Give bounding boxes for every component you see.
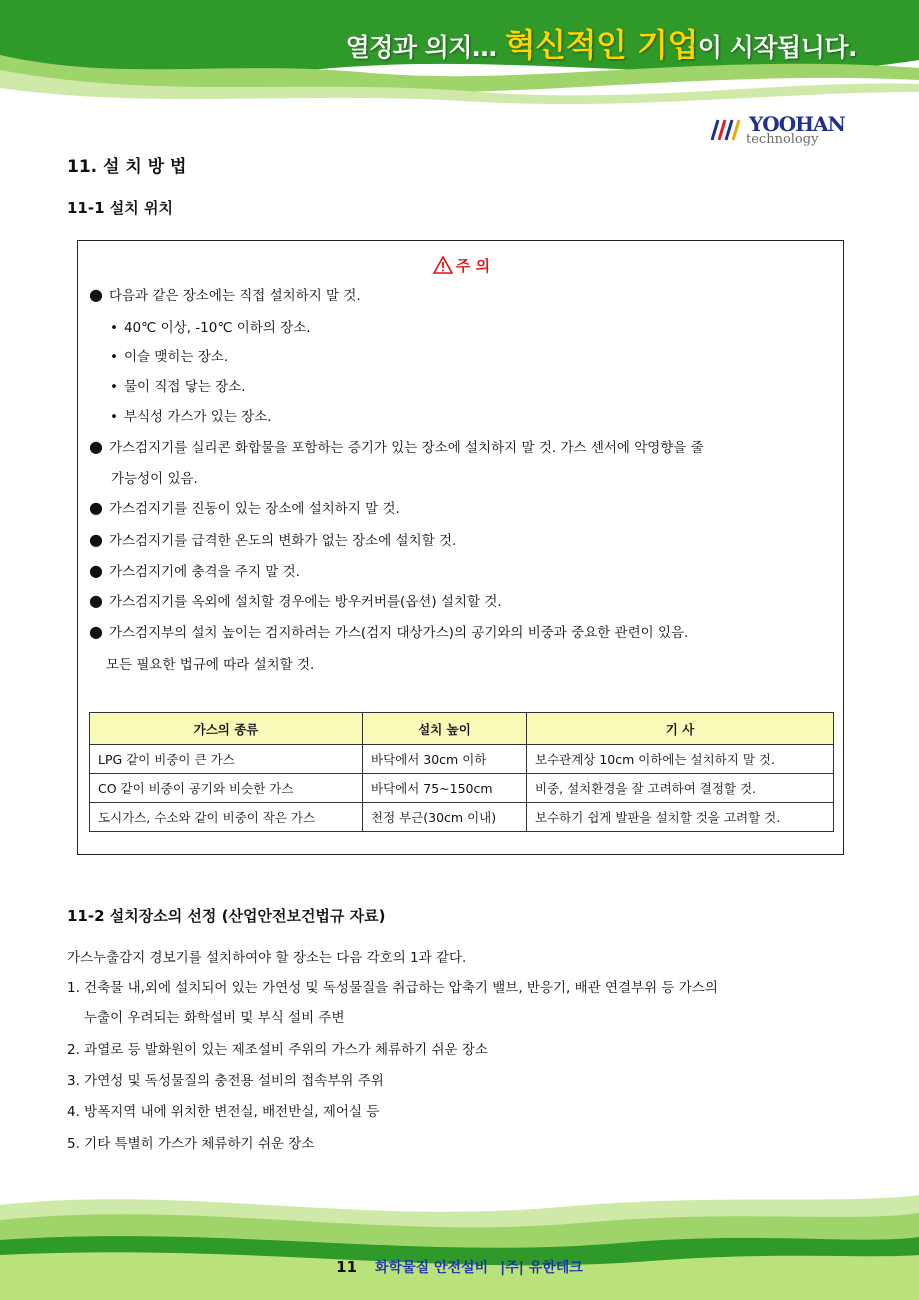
- caution-subitem-text: 이슬 맺히는 장소.: [123, 349, 229, 365]
- bullet-icon: ●: [89, 622, 103, 641]
- caution-subitem: [110, 375, 245, 395]
- table-cell: 보수하기 쉽게 발판을 설치할 것을 고려할 것.: [527, 803, 834, 832]
- subsection-title-installation-location: 11-1 설치 위치: [67, 199, 173, 217]
- caution-box: [77, 240, 844, 855]
- gas-installation-table: [89, 712, 834, 832]
- slogan-suffix: 이 시작됩니다.: [697, 33, 857, 62]
- body-list-item-continuation: 누출이 우려되는 화학설비 및 부식 설비 주변: [84, 1010, 345, 1026]
- footer-company: |주| 유한테크: [500, 1260, 583, 1276]
- caution-item: [89, 621, 688, 641]
- caution-item: [89, 590, 502, 610]
- caution-item-text: 가스검지부의 설치 높이는 검지하려는 가스(검지 대상가스)의 공기와의 비중과 중요한 관련이 있음.: [108, 625, 689, 641]
- sub-bullet-icon: •: [110, 320, 118, 336]
- caution-title: [78, 255, 845, 276]
- bullet-icon: ●: [89, 285, 103, 304]
- bullet-icon: ●: [89, 530, 103, 549]
- table-row: [90, 774, 834, 803]
- body-paragraph: 가스누출감지 경보기를 설치하여야 할 장소는 다음 각호의 1과 같다.: [67, 950, 467, 966]
- header-slogan: [346, 20, 857, 66]
- caution-item: [89, 436, 704, 456]
- logo-brand: YOOHAN: [749, 112, 845, 136]
- body-list-item: 2. 과열로 등 발화원이 있는 제조설비 주위의 가스가 체류하기 쉬운 장소: [67, 1042, 488, 1058]
- table-row: [90, 803, 834, 832]
- bullet-icon: ●: [89, 591, 103, 610]
- company-logo: [706, 110, 856, 152]
- caution-item-text: 가스검지기를 옥외에 설치할 경우에는 방우커버를(옵션) 설치할 것.: [108, 594, 502, 610]
- caution-title-text: 주 의: [455, 257, 491, 275]
- logo-stripes-icon: [706, 116, 746, 142]
- table-cell: 도시가스, 수소와 같이 비중이 작은 가스: [90, 803, 363, 832]
- logo-subtitle: technology: [746, 132, 819, 147]
- bullet-icon: ●: [89, 561, 103, 580]
- table-header-row: [90, 713, 834, 745]
- caution-item-text: 가스검지기를 진동이 있는 장소에 설치하지 말 것.: [108, 501, 400, 517]
- footer-banner: [0, 1185, 919, 1300]
- caution-item-text: 다음과 같은 장소에는 직접 설치하지 말 것.: [108, 288, 361, 304]
- caution-item: [89, 560, 300, 580]
- caution-item: [89, 497, 400, 517]
- caution-item-continuation: 가능성이 있음.: [111, 471, 198, 487]
- caution-subitem-text: 40℃ 이상, -10℃ 이하의 장소.: [123, 320, 311, 336]
- table-cell: 바닥에서 75~150cm: [363, 774, 527, 803]
- table-row: [90, 745, 834, 774]
- caution-subitem: [110, 345, 228, 365]
- footer-title: 화학물질 안전설비: [375, 1260, 489, 1276]
- bullet-icon: ●: [89, 437, 103, 456]
- caution-item-text: 가스검지기에 충격을 주지 말 것.: [108, 564, 300, 580]
- body-list-item: 4. 방폭지역 내에 위치한 변전실, 배전반실, 제어실 등: [67, 1104, 380, 1120]
- slogan-prefix: 열정과 의지…: [345, 33, 505, 62]
- table-header-cell: 설치 높이: [363, 713, 527, 745]
- caution-subitem-text: 부식성 가스가 있는 장소.: [123, 409, 272, 425]
- table-cell: 보수관계상 10cm 이하에는 설치하지 말 것.: [527, 745, 834, 774]
- table-cell: 비중, 설치환경을 잘 고려하여 결정할 것.: [527, 774, 834, 803]
- table-cell: LPG 같이 비중이 큰 가스: [90, 745, 363, 774]
- subsection-title-site-selection: 11-2 설치장소의 선정 (산업안전보건법규 자료): [67, 907, 386, 925]
- caution-item: [89, 284, 361, 304]
- caution-item-text: 가스검지기를 급격한 온도의 변화가 없는 장소에 설치할 것.: [108, 533, 457, 549]
- caution-item: [89, 529, 456, 549]
- sub-bullet-icon: •: [110, 409, 118, 425]
- body-list-item: 1. 건축물 내,외에 설치되어 있는 가연성 및 독성물질을 취급하는 압축기 밸브, 반응기, 배관 연결부위 등 가스의: [67, 980, 718, 996]
- footer: [0, 1257, 919, 1277]
- table-header-cell: 가스의 종류: [90, 713, 363, 745]
- table-cell: CO 같이 비중이 공기와 비슷한 가스: [90, 774, 363, 803]
- page-number: 11: [336, 1258, 358, 1276]
- table-cell: 천정 부근(30cm 이내): [363, 803, 527, 832]
- warning-icon: [433, 256, 453, 274]
- body-list-item: 3. 가연성 및 독성물질의 충전용 설비의 접속부위 주위: [67, 1073, 384, 1089]
- slogan-highlight: 혁신적인 기업: [504, 26, 698, 64]
- table-cell: 바닥에서 30cm 이하: [363, 745, 527, 774]
- caution-item-continuation: 모든 필요한 법규에 따라 설치할 것.: [106, 657, 315, 673]
- caution-subitem: [110, 405, 272, 425]
- bullet-icon: ●: [89, 498, 103, 517]
- caution-subitem: [110, 316, 311, 336]
- caution-subitem-text: 물이 직접 닿는 장소.: [123, 379, 246, 395]
- section-title: 11. 설 치 방 법: [67, 157, 187, 177]
- sub-bullet-icon: •: [110, 379, 118, 395]
- table-header-cell: 기 사: [527, 713, 834, 745]
- caution-item-text: 가스검지기를 실리콘 화합물을 포함하는 증기가 있는 장소에 설치하지 말 것. 가스 센서에 악영향을 줄: [108, 440, 704, 456]
- sub-bullet-icon: •: [110, 349, 118, 365]
- body-list-item: 5. 기타 특별히 가스가 체류하기 쉬운 장소: [67, 1136, 315, 1152]
